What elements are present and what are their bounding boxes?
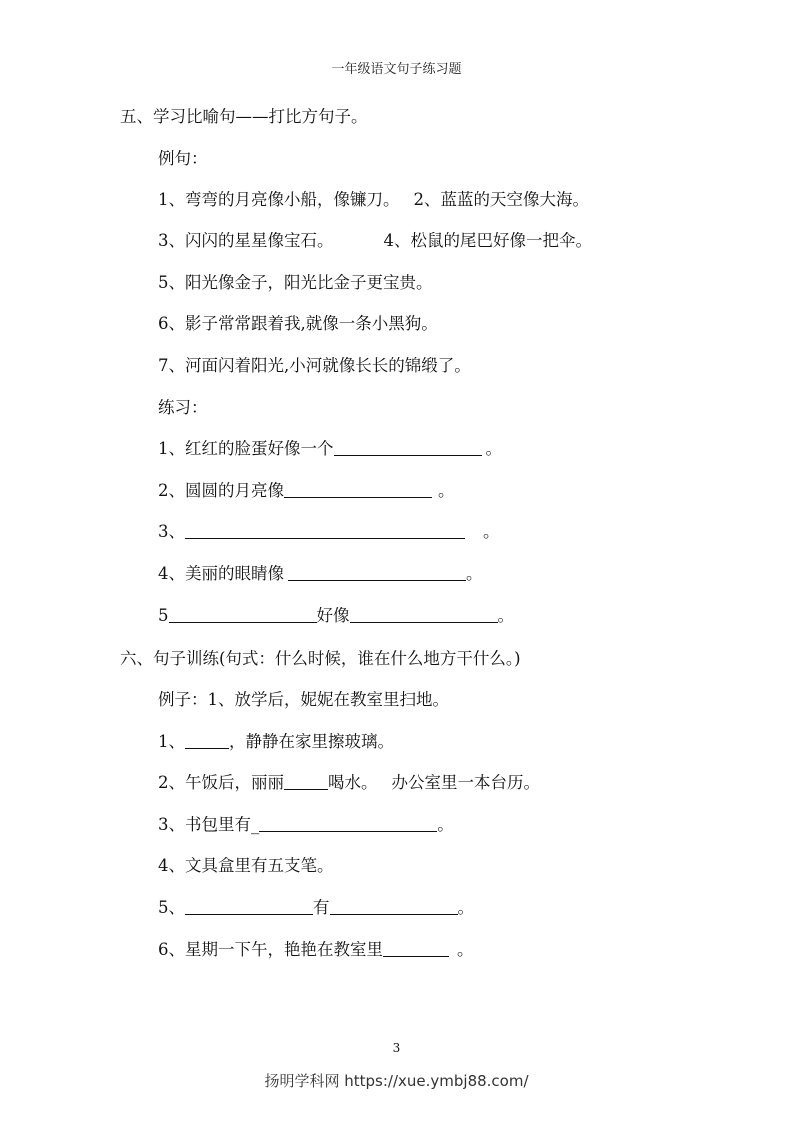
practice-2-blank[interactable] [284,481,432,498]
exercise-2-blank[interactable] [284,773,328,790]
practice-4-blank[interactable] [288,564,466,581]
exercise-6 [158,939,474,961]
practice-5-end: 。 [497,606,514,625]
page-number: 3 [392,1041,401,1055]
practice-2-text: 2、圆圆的月亮像 [158,481,284,500]
practice-1-blank[interactable] [334,439,482,456]
practice-2 [158,480,455,502]
exercise-4: 4、文具盒里有五支笔。 [158,856,334,875]
practice-3 [158,521,500,543]
practice-1 [158,438,502,460]
exercise-6-end: 。 [457,940,474,959]
practice-label: 练习： [158,398,208,417]
example-7: 7、河面闪着阳光,小河就像长长的锦缎了。 [158,356,471,375]
example-5: 5、阳光像金子，阳光比金子更宝贵。 [158,273,433,292]
practice-5-blank-b[interactable] [350,606,498,623]
practice-4-text: 4、美丽的眼睛像 [158,564,284,583]
section5-heading: 五、学习比喻句——打比方句子。 [120,107,368,126]
exercise-5 [158,897,474,919]
exercise-5-blank-a[interactable] [185,898,313,915]
example-4: 4、松鼠的尾巴好像一把伞。 [383,231,592,250]
exercise-2-text: 2、午饭后，丽丽 [158,773,284,792]
exercise-3-end: 。 [437,815,454,834]
example-6: 6、影子常常跟着我,就像一条小黑狗。 [158,314,438,333]
page-header: 一年级语文句子练习题 [331,62,462,77]
practice-5-blank-a[interactable] [169,606,317,623]
example-label: 例句： [158,149,208,168]
section6-heading: 六、句子训练(句式：什么时候，谁在什么地方干什么。) [120,649,521,668]
footer-watermark: 扬明学科网 https://xue.ymbj88.com/ [264,1072,529,1090]
exercise-3-text: 3、书包里有_ [158,815,260,834]
practice-3-text: 3、 [158,522,185,541]
exercise-2-extra: 办公室里一本台历。 [391,773,540,792]
practice-2-end: 。 [438,481,455,500]
exercise-1-blank[interactable] [185,732,229,749]
practice-5 [158,605,514,627]
exercise-2-end: 喝水。 [328,773,378,792]
exercise-6-text: 6、星期一下午，艳艳在教室里 [158,940,383,959]
section6-example: 例子：1、放学后，妮妮在教室里扫地。 [158,690,449,709]
exercise-2 [158,772,540,794]
example-2: 2、蓝蓝的天空像大海。 [413,190,589,209]
practice-4 [158,563,483,585]
exercise-5-blank-b[interactable] [330,898,458,915]
exercise-1-text: 1、 [158,732,185,751]
example-row-1 [158,189,589,211]
practice-1-text: 1、红红的脸蛋好像一个 [158,439,334,458]
exercise-1 [158,731,394,753]
practice-1-end: 。 [485,439,502,458]
exercise-3-blank[interactable] [259,815,437,832]
exercise-6-blank[interactable] [383,940,449,957]
exercise-5-end: 。 [457,898,474,917]
exercise-5-mid: 有 [313,898,330,917]
practice-4-end: 。 [466,564,483,583]
example-1: 1、弯弯的月亮像小船，像镰刀。 [158,190,400,209]
exercise-3 [158,814,454,836]
exercise-1-end: ，静静在家里擦玻璃。 [229,732,394,751]
practice-3-blank[interactable] [185,522,465,539]
example-row-2 [158,230,592,252]
exercise-5-text: 5、 [158,898,185,917]
example-3: 3、闪闪的星星像宝石。 [158,231,334,250]
practice-5-mid: 好像 [316,606,350,625]
practice-3-end: 。 [483,522,500,541]
practice-5-text: 5 [158,606,169,625]
